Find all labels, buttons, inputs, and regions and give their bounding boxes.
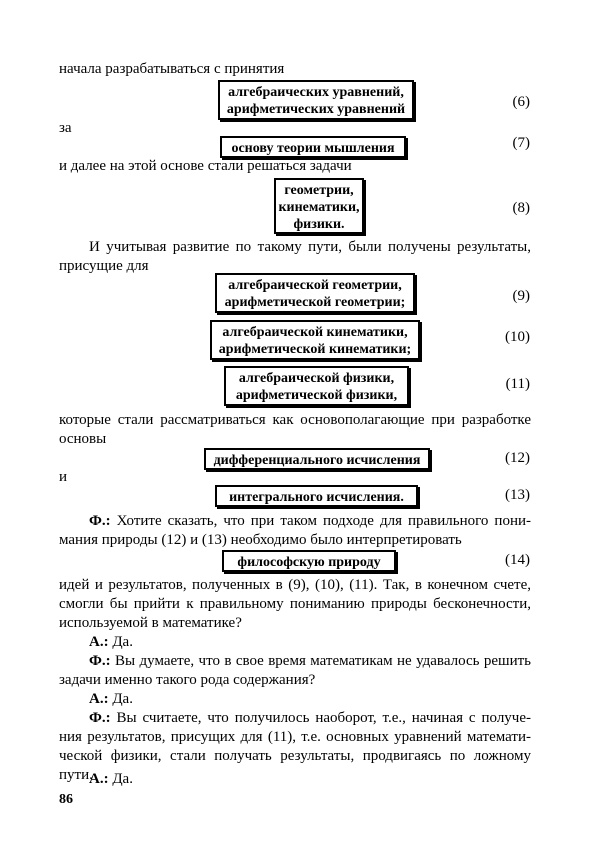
- box-line: кинематики,: [278, 200, 360, 215]
- text-line: за: [59, 120, 72, 136]
- text-line: используемой в математике?: [59, 615, 242, 631]
- text-line: начала разрабатываться с принятия: [59, 61, 285, 77]
- box-line: дифференциального исчисления: [213, 453, 421, 468]
- formula-box-8: [274, 178, 364, 234]
- box-line: алгебраической геометрии,: [228, 278, 402, 293]
- equation-number: (7): [512, 135, 530, 151]
- equation-number: (8): [512, 200, 530, 216]
- text-line: пути.: [59, 767, 93, 783]
- formula-box-10: [210, 320, 420, 360]
- box-line: физики.: [293, 217, 345, 232]
- formula-box-14: [222, 550, 396, 572]
- equation-number: (9): [512, 288, 530, 304]
- box-line: алгебраических уравнений,: [228, 85, 404, 100]
- box-line: арифметической геометрии;: [224, 295, 406, 310]
- formula-box-11: [224, 366, 409, 406]
- box-line: основу теории мышления: [231, 141, 395, 156]
- box-line: арифметических уравнений: [226, 102, 406, 117]
- text-line: основы: [59, 431, 107, 447]
- page-number: 86: [59, 792, 73, 807]
- dialog-line: [89, 770, 133, 789]
- text-line: задачи именно такого рода содержания?: [59, 672, 316, 688]
- text-line: мания природы (12) и (13) необходимо было интерпретировать: [59, 532, 462, 548]
- equation-number: (13): [505, 487, 530, 503]
- box-line: алгебраической кинематики,: [222, 325, 408, 340]
- dialog-text: Да.: [108, 771, 133, 787]
- text-line: ния результатов, присущих для (11), т.е. основных уравнений математи-: [59, 729, 531, 745]
- equation-number: (12): [505, 450, 530, 466]
- text-line: присущие для: [59, 258, 149, 274]
- dialog-line: [59, 512, 531, 531]
- dialog-text: Да.: [108, 691, 133, 707]
- box-line: алгебраической физики,: [238, 371, 395, 386]
- text-line: идей и результатов, полученных в (9), (10), (11). Так, в конечном счете,: [59, 577, 531, 593]
- text-line: и: [59, 469, 68, 485]
- dialog-line: [59, 652, 531, 671]
- dialog-text: Вы думаете, что в свое время математикам не удавалось решить: [110, 653, 531, 669]
- dialog-text: Да.: [108, 634, 133, 650]
- text-line: и далее на этой основе стали решаться задачи: [59, 158, 352, 174]
- formula-box-7: [220, 136, 406, 158]
- dialog-line: [59, 709, 531, 728]
- dialog-text: Хотите сказать, что при таком подходе для правильного пони-: [110, 513, 531, 529]
- box-line: геометрии,: [284, 183, 354, 198]
- dialog-line: [89, 633, 133, 652]
- equation-number: (10): [505, 329, 530, 345]
- formula-box-9: [215, 273, 415, 313]
- speaker-label: Ф.:: [89, 653, 111, 669]
- equation-number: (6): [512, 94, 530, 110]
- text-line: смогли бы прийти к правильному пониманию природы бесконечности,: [59, 596, 531, 612]
- dialog-line: [89, 690, 133, 709]
- speaker-label: А.:: [89, 691, 109, 707]
- box-line: арифметической кинематики;: [218, 342, 412, 357]
- box-line: арифметической физики,: [235, 388, 398, 403]
- equation-number: (11): [505, 376, 530, 392]
- text-line: которые стали рассматриваться как основополагающие при разработке: [59, 412, 531, 428]
- box-line: интегрального исчисления.: [229, 490, 404, 505]
- formula-box-12: [204, 448, 430, 470]
- text-line: ческой физики, стали получать результаты, продвигаясь по ложному: [59, 748, 531, 764]
- box-line: философскую природу: [237, 555, 381, 570]
- speaker-label: А.:: [89, 634, 109, 650]
- formula-box-13: [215, 485, 418, 507]
- speaker-label: А.:: [89, 771, 109, 787]
- equation-number: (14): [505, 552, 530, 568]
- dialog-text: Вы считаете, что получилось наоборот, т.е., начиная с получе-: [110, 710, 531, 726]
- speaker-label: Ф.:: [89, 710, 111, 726]
- formula-box-6: [218, 80, 414, 120]
- text-line: И учитывая развитие по такому пути, были получены результаты,: [89, 239, 531, 255]
- speaker-label: Ф.:: [89, 513, 111, 529]
